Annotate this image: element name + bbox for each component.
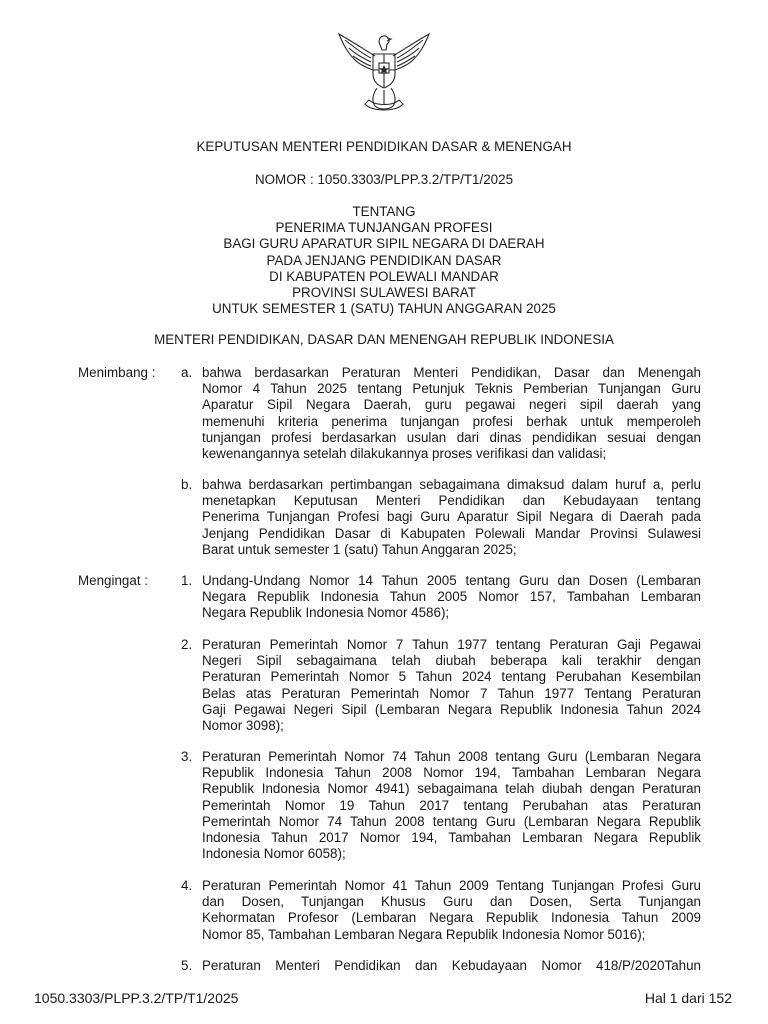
mengingat-label: Mengingat : (78, 573, 148, 588)
item-marker: 5. (181, 958, 193, 973)
text-line: Peraturan Pemerintah Nomor 7 Tahun 1977 tentang Peraturan Gaji Pegawai (202, 637, 701, 652)
text-line: Indonesia Tahun 2017 Nomor 194, Tambahan Lembaran Negara Republik (202, 830, 701, 846)
tentang-line: PADA JENJANG PENDIDIKAN DASAR (266, 252, 502, 268)
text-line: Jenjang Pendidikan Dasar di Kabupaten Polewali Mandar Provinsi Sulawesi (202, 525, 701, 541)
item-marker: 1. (181, 573, 193, 588)
item-text (202, 878, 701, 943)
tentang-line: PROVINSI SULAWESI BARAT (292, 285, 476, 301)
text-line: tunjangan profesi berdasarkan usulan dari dinas pendidikan sesuai dengan (202, 429, 701, 445)
mengingat-item-4 (181, 878, 701, 943)
mengingat-item-3 (181, 749, 701, 862)
text-line: Nomor 4 Tahun 2025 tentang Petunjuk Teknis Pemberian Tunjangan Guru (202, 381, 701, 397)
item-text (202, 749, 701, 862)
menimbang-item-a (181, 365, 701, 462)
item-text (202, 477, 701, 558)
text-line: Peraturan Pemerintah Nomor 74 Tahun 2008 tentang Guru (Lembaran Negara (202, 749, 701, 764)
text-line: bahwa berdasarkan Peraturan Menteri Pendidikan, Dasar dan Menengah (202, 365, 701, 380)
tentang-line: DI KABUPATEN POLEWALI MANDAR (269, 268, 499, 284)
item-text (202, 637, 701, 734)
item-text (202, 365, 701, 462)
text-line: Pemerintah Nomor 74 Tahun 2008 tentang Guru (Lembaran Negara Republik (202, 813, 701, 829)
text-line: Belas atas Peraturan Pemerintah Nomor 7 Tahun 1977 Tentang Peraturan (202, 685, 701, 701)
text-line: Indonesia Nomor 6058); (202, 846, 346, 862)
text-line: Peraturan Pemerintah Nomor 41 Tahun 2009 Tentang Tunjangan Profesi Guru (202, 878, 701, 893)
item-marker: a. (181, 365, 193, 380)
mengingat-item-2 (181, 637, 701, 734)
item-marker: 4. (181, 878, 193, 893)
tentang-line: UNTUK SEMESTER 1 (SATU) TAHUN ANGGARAN 2025 (212, 301, 556, 317)
text-line: Aparatur Sipil Negara Daerah, guru pegawai negeri sipil daerah yang (202, 397, 701, 413)
text-line: kewenangannya setelah dilakukannya proses verifikasi dan validasi; (202, 446, 607, 462)
item-marker: b. (181, 477, 193, 492)
text-line: Undang-Undang Nomor 14 Tahun 2005 tentang Guru dan Dosen (Lembaran (202, 573, 701, 588)
text-line: Pemerintah Nomor 19 Tahun 2017 tentang Perubahan atas Peraturan (202, 797, 701, 813)
text-line: Nomor 85, Tambahan Lembaran Negara Republik Indonesia Nomor 5016); (202, 926, 646, 942)
footer-doc-number: 1050.3303/PLPP.3.2/TP/T1/2025 (34, 990, 239, 1006)
document-title: KEPUTUSAN MENTERI PENDIDIKAN DASAR & MENENGAH (196, 139, 572, 154)
garuda-emblem-icon (335, 30, 433, 114)
text-line: Negeri Sipil sebagaimana telah diubah beberapa kali terakhir dengan (202, 653, 701, 669)
menimbang-item-b (181, 477, 701, 558)
item-marker: 3. (181, 749, 193, 764)
item-text (202, 958, 701, 974)
text-line: Nomor 3098); (202, 718, 284, 734)
text-line: Barat untuk semester 1 (satu) Tahun Anggaran 2025; (202, 541, 517, 557)
text-line: Peraturan Pemerintah Nomor 5 Tahun 2024 tentang Perubahan Kesembilan (202, 669, 701, 685)
tentang-line: PENERIMA TUNJANGAN PROFESI (275, 220, 493, 236)
text-line: Kehormatan Profesor (Lembaran Negara Republik Indonesia Tahun 2009 (202, 910, 701, 926)
text-line: dan Dosen, Tunjangan Khusus Guru dan Dosen, Serta Tunjangan (202, 894, 701, 910)
mengingat-item-1 (181, 573, 701, 622)
footer-page-number: Hal 1 dari 152 (644, 990, 732, 1006)
text-line: bahwa berdasarkan pertimbangan sebagaimana dimaksud dalam huruf a, perlu (202, 477, 701, 492)
text-line: Negara Republik Indonesia Tahun 2005 Nomor 157, Tambahan Lembaran (202, 589, 701, 605)
minister-heading: MENTERI PENDIDIKAN, DASAR DAN MENENGAH REPUBLIK INDONESIA (154, 332, 614, 347)
mengingat-item-5 (181, 958, 701, 974)
text-line: Penerima Tunjangan Profesi bagi Guru Aparatur Sipil Negara di Daerah pada (202, 509, 701, 525)
document-number: NOMOR : 1050.3303/PLPP.3.2/TP/T1/2025 (254, 172, 514, 187)
tentang-line: TENTANG (352, 204, 416, 219)
text-line: Gaji Pegawai Negeri Sipil (Lembaran Negara Republik Indonesia Tahun 2024 (202, 701, 701, 717)
text-line: Peraturan Menteri Pendidikan dan Kebudayaan Nomor 418/P/2020Tahun (202, 958, 701, 973)
menimbang-label: Menimbang : (78, 365, 156, 380)
text-line: memenuhi kriteria penerima tunjangan profesi berhak untuk memperoleh (202, 413, 701, 429)
text-line: Republik Indonesia Tahun 2008 Nomor 194, Tambahan Lembaran Negara (202, 765, 701, 781)
item-marker: 2. (181, 637, 193, 652)
text-line: menetapkan Keputusan Menteri Pendidikan dan Kebudayaan tentang (202, 493, 701, 509)
item-text (202, 573, 701, 622)
tentang-block (0, 204, 768, 317)
text-line: Negara Republik Indonesia Nomor 4586); (202, 605, 450, 621)
tentang-line: BAGI GURU APARATUR SIPIL NEGARA DI DAERAH (223, 236, 545, 252)
text-line: Republik Indonesia Nomor 4941) sebagaimana telah diubah dengan Peraturan (202, 781, 701, 797)
